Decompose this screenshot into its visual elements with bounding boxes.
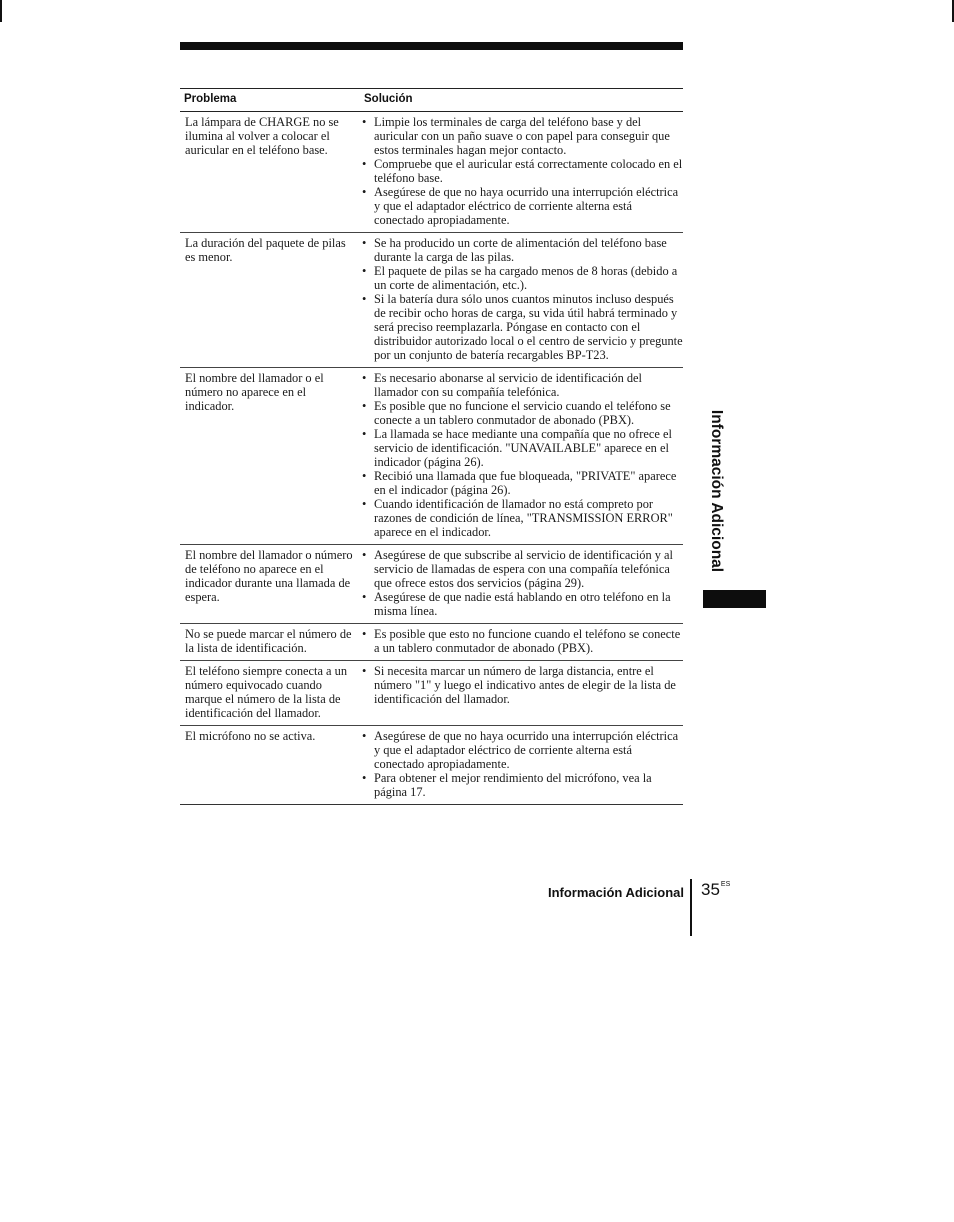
solution-item: • Recibió una llamada que fue bloqueada, "PRIVATE" aparece en el indicador (página 26). — [360, 469, 683, 497]
table-row — [180, 623, 683, 660]
problem-cell: El nombre del llamador o el número no aparece en el indicador. — [185, 371, 324, 413]
solution-list — [356, 726, 683, 804]
table-row — [180, 232, 683, 367]
problem-cell: No se puede marcar el número de la lista de identificación. — [185, 627, 352, 655]
table-row — [180, 112, 683, 232]
page-number — [701, 880, 730, 900]
column-header-solution: Solución — [364, 93, 413, 105]
footer-section-title: Información Adicional — [547, 885, 684, 900]
solution-list — [356, 368, 683, 544]
solution-item: • Es posible que no funcione el servicio cuando el teléfono se conecte a un tablero conmutador de abonado (PBX). — [360, 399, 683, 427]
solution-item: • Limpie los terminales de carga del teléfono base y del auricular con un paño suave o con papel para conseguir que estos terminales hagan mejor contacto. — [360, 115, 683, 157]
troubleshooting-table — [180, 88, 683, 805]
solution-item: • Para obtener el mejor rendimiento del micrófono, vea la página 17. — [360, 771, 683, 799]
solution-item: • Asegúrese de que no haya ocurrido una interrupción eléctrica y que el adaptador eléctrico de corriente alterna está conectado apropiadamente. — [360, 729, 683, 771]
footer-divider — [690, 879, 692, 936]
solution-item: • El paquete de pilas se ha cargado menos de 8 horas (debido a un corte de alimentación, etc.). — [360, 264, 683, 292]
problem-cell: La lámpara de CHARGE no se ilumina al volver a colocar el auricular en el teléfono base. — [185, 115, 339, 157]
solution-item: • La llamada se hace mediante una compañía que no ofrece el servicio de identificación. "UNAVAILABLE" aparece en el indicador (página 26). — [360, 427, 683, 469]
side-section-label-text: Información Adicional — [708, 409, 725, 572]
solution-item: • Es necesario abonarse al servicio de identificación del llamador con su compañía telefónica. — [360, 371, 683, 399]
solution-list — [356, 545, 683, 623]
solution-list — [356, 233, 683, 367]
table-body — [180, 112, 683, 804]
solution-list — [356, 112, 683, 232]
solution-item: • Asegúrese de que nadie está hablando en otro teléfono en la misma línea. — [360, 590, 683, 618]
page-number-suffix: ES — [720, 881, 731, 888]
table-row — [180, 725, 683, 804]
problem-cell: El micrófono no se activa. — [185, 729, 316, 743]
solution-item: • Si necesita marcar un número de larga distancia, entre el número "1" y luego el indicativo antes de elegir de la lista de identificación del llamador. — [360, 664, 683, 706]
table-header — [180, 89, 683, 111]
problem-cell: El teléfono siempre conecta a un número equivocado cuando marque el número de la lista de identificación del llamador. — [185, 664, 348, 720]
solution-item: • Compruebe que el auricular está correctamente colocado en el teléfono base. — [360, 157, 683, 185]
side-section-label — [705, 398, 727, 583]
side-tab-marker — [703, 590, 766, 608]
solution-list — [356, 624, 683, 660]
left-edge-mark — [0, 0, 2, 22]
solution-list — [356, 661, 683, 725]
problem-cell: El nombre del llamador o número de teléfono no aparece en el indicador durante una llamada de espera. — [185, 548, 353, 604]
solution-item: • Cuando identificación de llamador no está compreto por razones de condición de línea, "TRANSMISSION ERROR" aparece en el indicador. — [360, 497, 683, 539]
table-row — [180, 367, 683, 544]
table-row — [180, 660, 683, 725]
table-bottom-rule — [180, 804, 683, 805]
page-number-value: 35 — [701, 880, 720, 899]
solution-item: • Es posible que esto no funcione cuando el teléfono se conecte a un tablero conmutador de abonado (PBX). — [360, 627, 683, 655]
solution-item: • Si la batería dura sólo unos cuantos minutos incluso después de recibir ocho horas de carga, su vida útil habrá terminado y será preciso reemplazarla. Póngase en contacto con el distribuidor autorizado local o el centro de servicio y pregunte por un conjunto de batería recargables BP-T23. — [360, 292, 683, 362]
problem-cell: La duración del paquete de pilas es menor. — [185, 236, 346, 264]
column-header-problem: Problema — [184, 93, 237, 105]
header-bar — [180, 42, 683, 50]
solution-item: • Asegúrese de que no haya ocurrido una interrupción eléctrica y que el adaptador eléctrico de corriente alterna está conectado apropiadamente. — [360, 185, 683, 227]
solution-item: • Se ha producido un corte de alimentación del teléfono base durante la carga de las pilas. — [360, 236, 683, 264]
solution-item: • Asegúrese de que subscribe al servicio de identificación y al servicio de llamadas de espera con una compañía telefónica que ofrece estos dos servicios (página 29). — [360, 548, 683, 590]
table-row — [180, 544, 683, 623]
